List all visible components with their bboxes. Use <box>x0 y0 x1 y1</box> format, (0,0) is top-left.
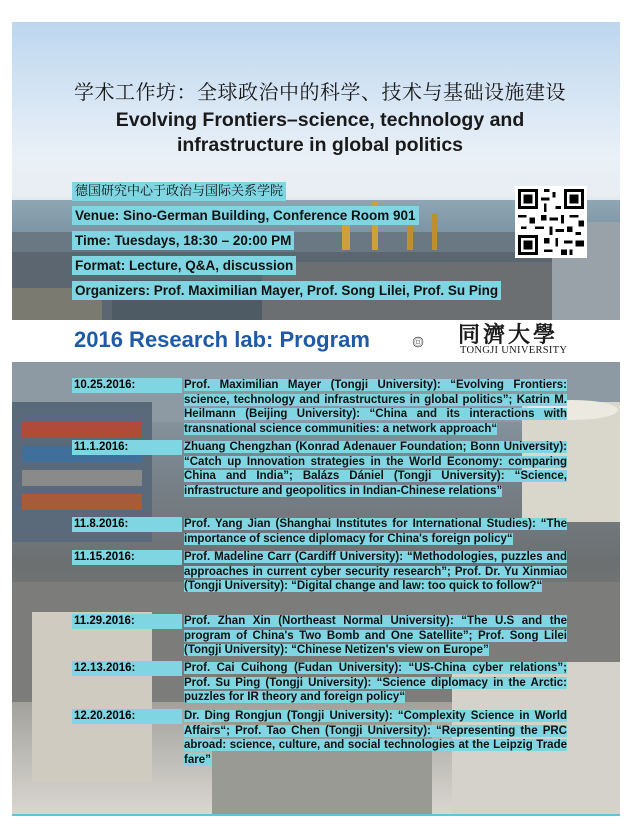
header-photo <box>12 22 620 320</box>
organizers-line: Organizers: Prof. Maximilian Mayer, Prof. Song Lilei, Prof. Su Ping <box>72 281 501 300</box>
session-description <box>184 440 567 498</box>
session-date: 11.29.2016: <box>72 614 182 629</box>
session-date: 11.8.2016: <box>72 517 182 532</box>
session-date: 12.13.2016: <box>72 661 182 676</box>
session-text: Zhuang Chengzhan (Konrad Adenauer Foundation; Bonn University): “Catch up Innovation strategies in the World Economy: comparing China and India”; Balázs Dániel (Tongji University): “Science, infrastructure and geopolitics in Indian-Chinese relations” <box>184 441 567 497</box>
venue-line: Venue: Sino-German Building, Conference Room 901 <box>72 206 419 225</box>
institute-chinese: 德国研究中心于政治与国际关系学院 <box>72 182 286 201</box>
format-line: Format: Lecture, Q&A, discussion <box>72 256 296 275</box>
session-text: Dr. Ding Rongjun (Tongji University): “Complexity Science in World Affairs“; Prof. Tao Chen (Tongji University): “Representing the PRC abroad: science, culture, and social technologies at the Leipzig Trade fare” <box>184 710 567 766</box>
session-text: Prof. Yang Jian (Shanghai Institutes for International Studies): “The importance of science diplomacy for China's foreign policy“ <box>184 518 567 545</box>
session-description <box>184 709 567 767</box>
time-line: Time: Tuesdays, 18:30 – 20:00 PM <box>72 231 294 250</box>
tongji-logo-seal-icon <box>412 320 456 364</box>
session-description <box>184 614 567 658</box>
session-text: Prof. Madeline Carr (Cardiff University): “Methodologies, puzzles and approaches in current cyber security research”; Prof. Dr. Yu Xinmiao (Tongji University): “Digital change and law: too quick to follow?“ <box>184 551 567 592</box>
session-text: Prof. Zhan Xin (Northeast Normal University): “The U.S and the program of China's Two Bomb and One Satellite”; Prof. Song Lilei (Tongji University): “Chinese Netizen's view on Europe” <box>184 615 567 656</box>
program-title: 2016 Research lab: Program <box>74 327 370 352</box>
session-description <box>184 378 567 436</box>
session-description <box>184 517 567 546</box>
qr-code[interactable] <box>515 186 587 258</box>
session-text: Prof. Cai Cuihong (Fudan University): “US-China cyber relations”; Prof. Su Ping (Tongji University): “Science diplomacy in the Arctic: puzzles for IR theory and foreign policy“ <box>184 662 567 703</box>
logo-chinese: 同濟大學 <box>458 322 559 348</box>
session-date: 10.25.2016: <box>72 378 182 393</box>
session-text: Prof. Maximilian Mayer (Tongji University): “Evolving Frontiers: science, technology and infrastructures in global politics”; Katrin M. Heilmann (Beijing University): “China and its interactions with transnational science communities: a network approach“ <box>184 379 567 435</box>
bottom-rule <box>12 814 620 816</box>
session-description <box>184 661 567 705</box>
session-date: 11.15.2016: <box>72 550 182 565</box>
session-date: 11.1.2016: <box>72 440 182 455</box>
title-chinese: 学术工作坊：全球政治中的科学、技术与基础设施建设 <box>74 80 566 104</box>
session-description <box>184 550 567 594</box>
logo-english: TONGJI UNIVERSITY <box>460 345 568 356</box>
title-english: Evolving Frontiers–science, technology and infrastructure in global politics <box>115 109 525 156</box>
session-date: 12.20.2016: <box>72 709 182 724</box>
